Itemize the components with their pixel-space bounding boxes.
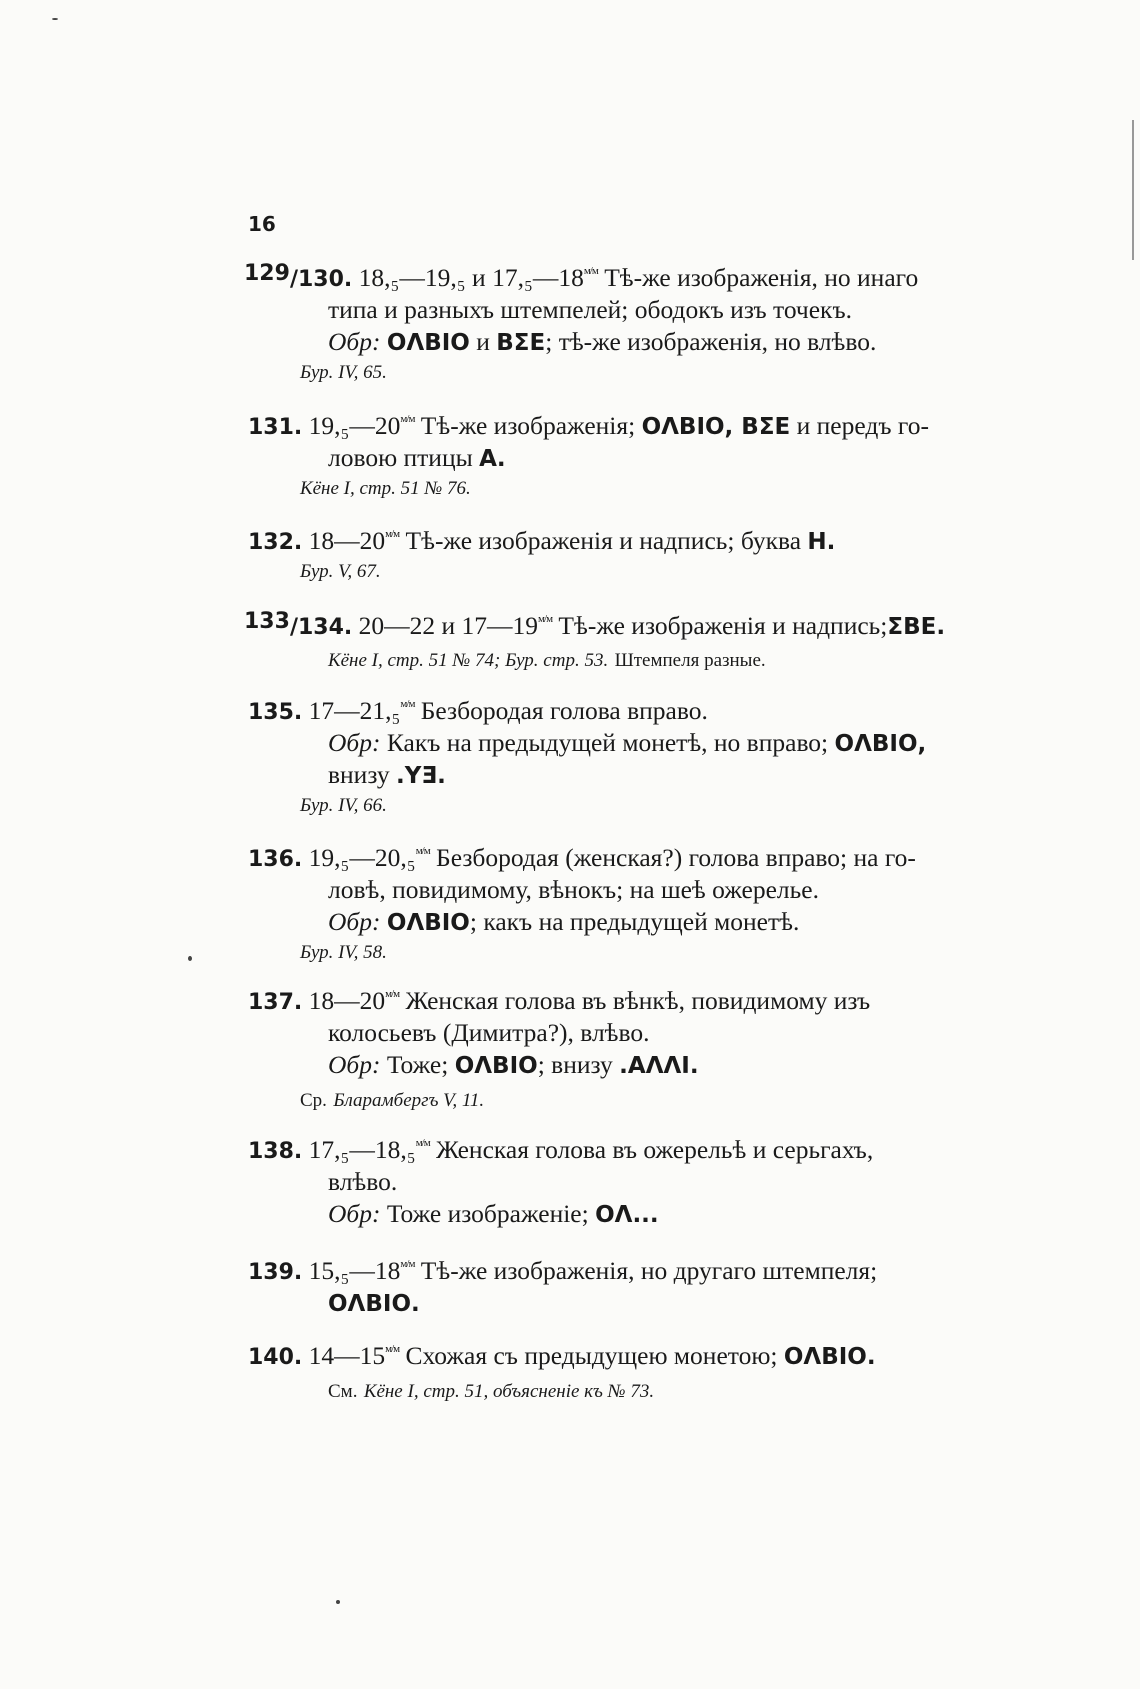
reference: Кёне I, стр. 51 № 74; Бур. стр. 53.: [328, 650, 609, 671]
entry-number: 129: [244, 261, 290, 286]
entry-number: 133: [244, 609, 290, 634]
scan-speck: [188, 956, 192, 961]
diameter: 18—20: [308, 986, 386, 1015]
reverse-line: [328, 326, 876, 359]
reverse-text: Тоже;: [386, 1050, 449, 1079]
description: Безбородая голова вправо.: [420, 696, 708, 725]
entry-number: 140.: [248, 1345, 303, 1370]
diameter: 18,₅—19,₅ и 17,₅—18: [358, 263, 584, 292]
mm-unit: м/м: [385, 528, 400, 540]
reference-line: [328, 642, 766, 677]
entry-number: 136.: [248, 847, 303, 872]
scan-speck: [336, 1600, 340, 1604]
reverse-text: ; внизу: [537, 1050, 613, 1079]
reverse-line: [328, 906, 799, 939]
reference-line: [328, 1373, 654, 1408]
diameter: 19,₅—20,₅: [308, 843, 416, 872]
legend: ΒΣΕ: [496, 330, 546, 356]
description-line: [328, 759, 446, 792]
reverse-label: Обр:: [328, 1050, 381, 1079]
reverse-line: [328, 727, 926, 760]
conjunction: и: [476, 327, 490, 356]
diameter: 20—22 и 17—19: [358, 611, 539, 640]
diameter: 17,₅—18,₅: [308, 1135, 416, 1164]
scan-speck: [52, 18, 58, 20]
entry-number: 131.: [248, 415, 303, 440]
legend: ОΛВІО: [386, 910, 470, 936]
mm-unit: м/м: [385, 988, 400, 1000]
diameter: 19,₅—20: [308, 411, 401, 440]
reverse-label: Обр:: [328, 728, 381, 757]
mm-unit: м/м: [400, 1258, 415, 1270]
diameter: 18—20: [308, 526, 386, 555]
reference-line: [300, 1082, 484, 1117]
note: Штемпеля разные.: [614, 650, 766, 671]
compare-label: Ср.: [300, 1090, 327, 1111]
reverse-label: Обр:: [328, 327, 381, 356]
legend: ОΛВІО.: [783, 1344, 876, 1370]
mm-unit: м/м: [415, 845, 430, 857]
entry-number: 132.: [248, 530, 303, 555]
reverse-text: ; тѣ-же изображенія, но влѣво.: [545, 327, 877, 356]
mm-unit: м/м: [583, 265, 598, 277]
legend-line: [328, 1287, 420, 1320]
legend: ОΛВІО,: [834, 731, 927, 757]
description-line: типа и разныхъ штемпелей; ободокъ изъ точекъ.: [328, 295, 853, 324]
diameter: 14—15: [308, 1341, 386, 1370]
reference: Бларамбергъ V, 11.: [333, 1090, 485, 1111]
legend: ОΛ...: [595, 1202, 659, 1228]
description: Тѣ-же изображенія и надпись; буква: [405, 526, 802, 555]
diameter: 17—21,₅: [308, 696, 401, 725]
mm-unit: м/м: [400, 413, 415, 425]
reference: Кёне I, стр. 51 № 76.: [300, 478, 471, 499]
reverse-text: Тоже изображеніе;: [386, 1199, 589, 1228]
reverse-label: Обр:: [328, 1199, 381, 1228]
reverse-text: Какъ на предыдущей монетѣ, но вправо;: [386, 728, 829, 757]
reverse-line: [328, 1198, 659, 1231]
description: Тѣ-же изображенія, но другаго штемпеля;: [420, 1256, 878, 1285]
legend: ОΛВІО: [386, 330, 470, 356]
legend: ОΛВІО, ΒΣΕ: [641, 414, 791, 440]
legend: ОΛВІО: [454, 1053, 538, 1079]
mm-unit: м/м: [400, 698, 415, 710]
reference: Кёне I, стр. 51, объясненіе къ № 73.: [363, 1381, 655, 1402]
description-line: ловѣ, повидимому, вѣнокъ; на шеѣ ожерелье.: [328, 875, 819, 904]
reference: Бур. IV, 66.: [300, 795, 387, 816]
reference: Бур. IV, 58.: [300, 942, 387, 963]
entry-number: 135.: [248, 700, 303, 725]
diameter: 15,₅—18: [308, 1256, 401, 1285]
legend: .ΥƎ.: [396, 763, 446, 789]
entry-number-rest: /134.: [289, 615, 353, 640]
mm-unit: м/м: [415, 1137, 430, 1149]
reverse-text: ; какъ на предыдущей монетѣ.: [469, 907, 800, 936]
entry-number: 139.: [248, 1260, 303, 1285]
description: Женская голова въ вѣнкѣ, повидимому изъ: [405, 986, 871, 1015]
description: внизу: [328, 760, 390, 789]
description: Женская голова въ ожерельѣ и серьгахъ,: [436, 1135, 874, 1164]
description: Тѣ-же изображенія и надпись;: [558, 611, 888, 640]
page-number: 16: [248, 212, 276, 236]
description: и передъ го-: [796, 411, 929, 440]
description-line: колосьевъ (Димитра?), влѣво.: [328, 1018, 650, 1047]
mm-unit: м/м: [538, 613, 553, 625]
description-line: влѣво.: [328, 1167, 398, 1196]
reverse-label: Обр:: [328, 907, 381, 936]
mm-unit: м/м: [385, 1343, 400, 1355]
legend: .ΑΛΛΙ.: [619, 1053, 699, 1079]
description: ловою птицы: [328, 443, 473, 472]
entry-number-rest: /130.: [289, 267, 353, 292]
entry-number: 137.: [248, 990, 303, 1015]
reference: Бур. V, 67.: [300, 561, 381, 582]
scan-edge: [1132, 120, 1134, 260]
description: Тѣ-же изображенія;: [420, 411, 636, 440]
description: Схожая съ предыдущею монетою;: [405, 1341, 778, 1370]
legend: Н.: [807, 529, 836, 555]
reference: Бур. IV, 65.: [300, 362, 387, 383]
legend: ΣΒΕ.: [887, 614, 946, 640]
reverse-line: [328, 1049, 699, 1082]
description: Безбородая (женская?) голова вправо; на го-: [436, 843, 916, 872]
entry-number: 138.: [248, 1139, 303, 1164]
legend: А.: [479, 446, 506, 472]
description-line: [328, 442, 506, 475]
legend: ОΛВІО.: [328, 1291, 420, 1317]
description: Тѣ-же изображенія, но инаго: [604, 263, 919, 292]
entry-header: [248, 1340, 876, 1377]
see-label: См.: [328, 1381, 358, 1402]
